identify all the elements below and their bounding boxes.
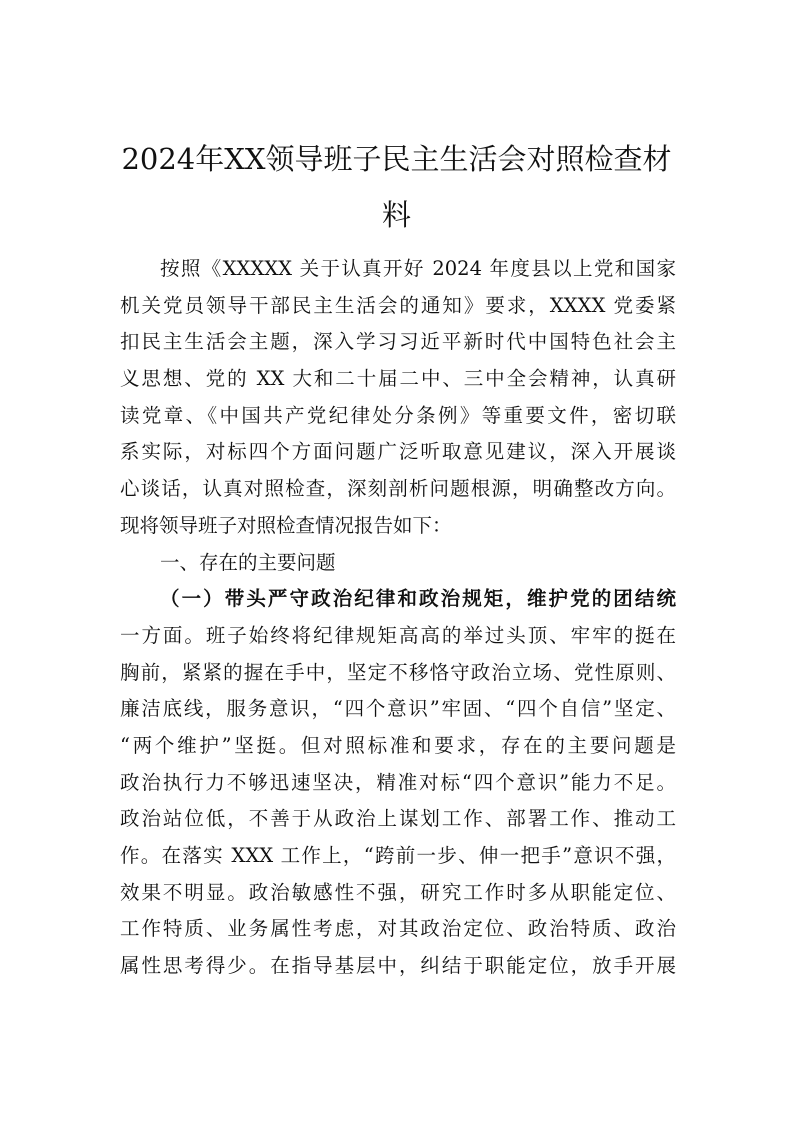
body-line: 读党章、《中国共产党纪律处分条例》等重要文件，密切联 xyxy=(120,403,676,427)
body-line: 扣民主生活会主题，深入学习习近平新时代中国特色社会主 xyxy=(120,330,676,354)
body-line: 政治执行力不够迅速坚决，精准对标“四个意识”能力不足。 xyxy=(120,770,676,794)
body-line: 廉洁底线，服务意识，“四个意识”牢固、“四个自信”坚定、 xyxy=(120,697,676,721)
body-line: 机关党员领导干部民主生活会的通知》要求，XXXX 党委紧 xyxy=(120,293,676,317)
body-line: 作。在落实 XXX 工作上，“跨前一步、伸一把手”意识不强， xyxy=(120,844,676,867)
body-line: “两个维护”坚挺。但对照标准和要求，存在的主要问题是 xyxy=(120,733,676,757)
document-body xyxy=(120,251,676,985)
body-line: 胸前，紧紧的握在手中，坚定不移恪守政治立场、党性原则、 xyxy=(120,660,676,684)
body-line: 按照《XXXXX 关于认真开好 2024 年度县以上党和国家 xyxy=(160,257,676,280)
body-line: 一方面。班子始终将纪律规矩高高的举过头顶、牢牢的挺在 xyxy=(120,623,676,647)
subsection-heading-line: （一）带头严守政治纪律和政治规矩，维护党的团结统 xyxy=(160,587,676,611)
section-heading: 一、存在的主要问题 xyxy=(160,550,336,574)
body-line: 工作特质、业务属性考虑，对其政治定位、政治特质、政治 xyxy=(120,917,676,941)
body-line: 效果不明显。政治敏感性不强，研究工作时多从职能定位、 xyxy=(120,880,676,904)
body-line: 政治站位低，不善于从政治上谋划工作、部署工作、推动工 xyxy=(120,807,676,831)
body-line: 现将领导班子对照检查情况报告如下： xyxy=(120,513,452,537)
body-line: 系实际，对标四个方面问题广泛听取意见建议，深入开展谈 xyxy=(120,440,676,464)
body-line: 属性思考得少。在指导基层中，纠结于职能定位，放手开展 xyxy=(120,954,676,978)
document-title-line-2: 料 xyxy=(381,198,411,232)
document-title-line-1: 2024年XX领导班子民主生活会对照检查材 xyxy=(121,142,672,176)
body-line: 义思想、党的 XX 大和二十届二中、三中全会精神，认真研 xyxy=(120,367,676,391)
body-line: 心谈话，认真对照检查，深刻剖析问题根源，明确整改方向。 xyxy=(120,477,676,501)
